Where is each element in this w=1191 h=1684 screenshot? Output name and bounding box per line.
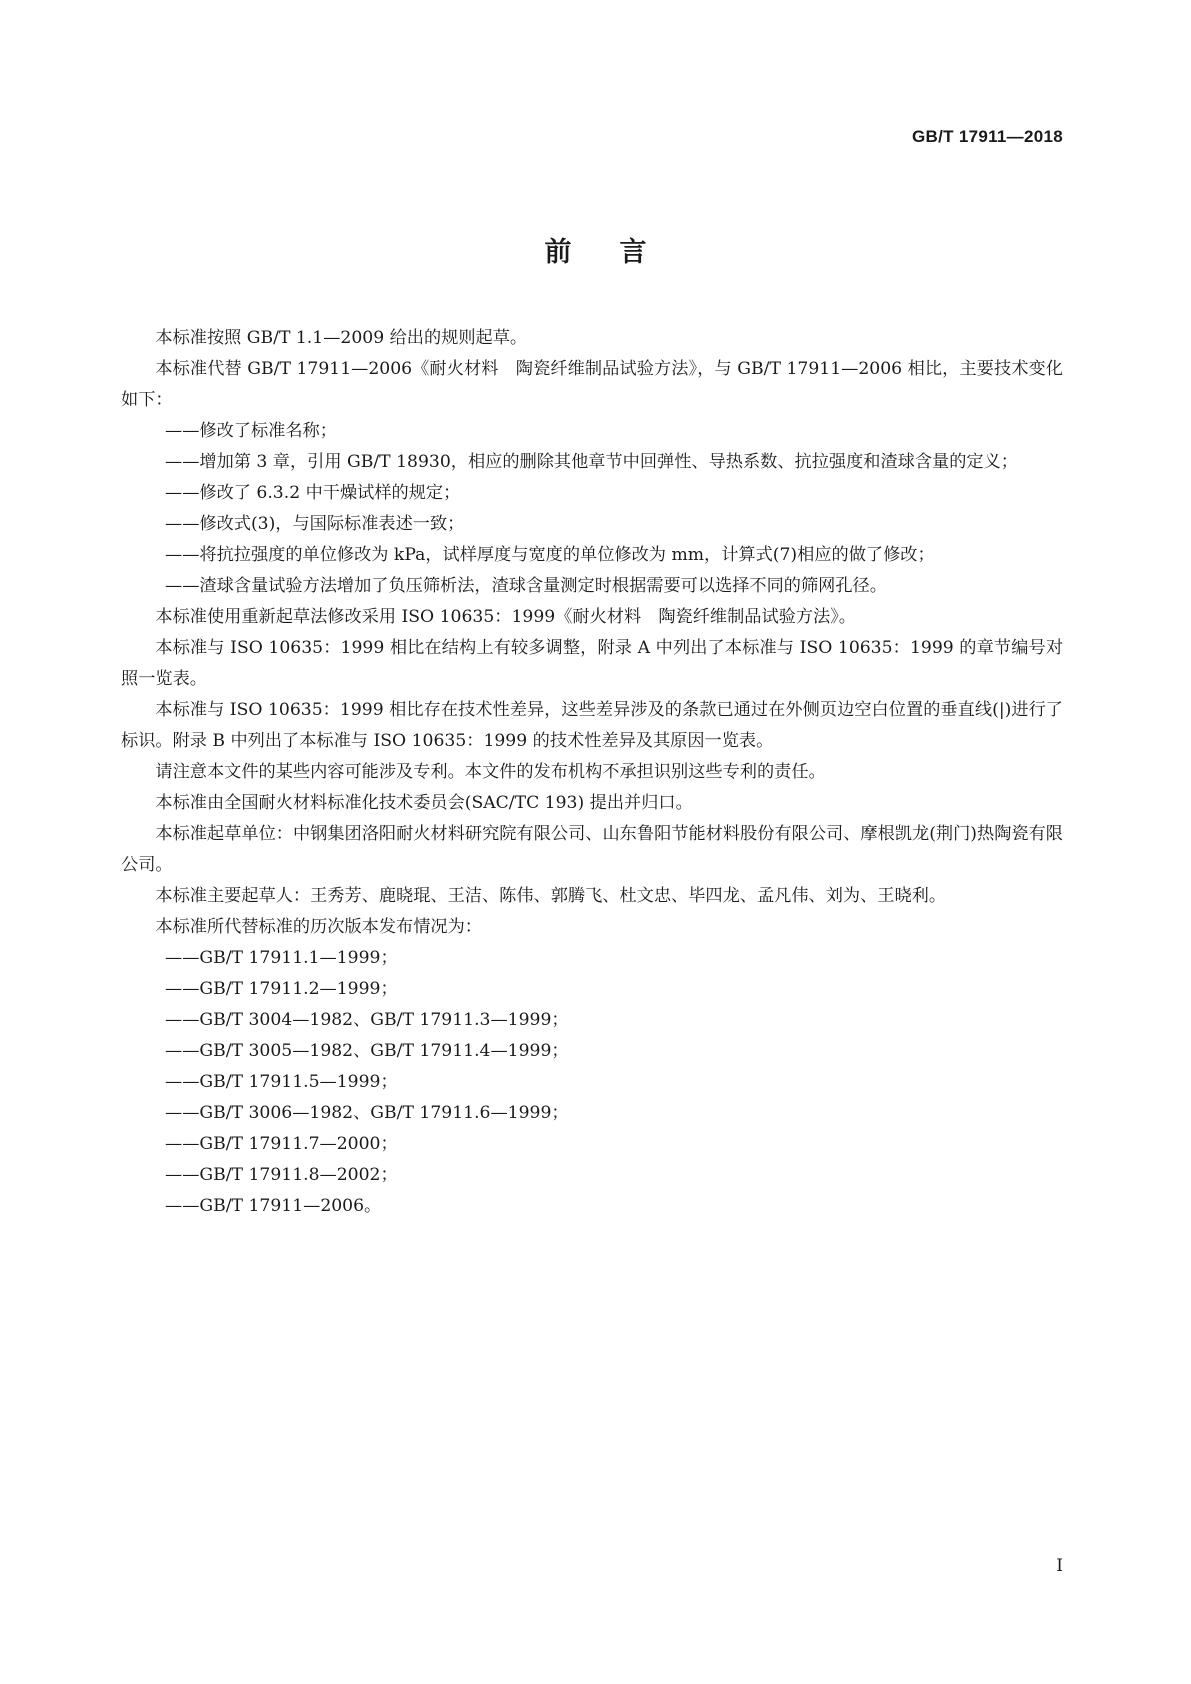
list-item: ——GB/T 3006—1982、GB/T 17911.6—1999； bbox=[165, 1103, 569, 1123]
page-number: I bbox=[1056, 1556, 1063, 1576]
standard-code: GB/T 17911—2018 bbox=[912, 127, 1063, 146]
paragraph-drafters: 本标准主要起草人：王秀芳、鹿晓琨、王洁、陈伟、郭腾飞、杜文忠、毕四龙、孟凡伟、刘为、王晓利。 bbox=[155, 886, 947, 906]
paragraph-proposer: 本标准由全国耐火材料标准化技术委员会(SAC/TC 193) 提出并归口。 bbox=[155, 793, 693, 813]
paragraph-technical-differences: 本标准与 ISO 10635：1999 相比存在技术性差异，这些差异涉及的条款已通过在外侧页边空白位置的垂直线(|)进行了标识。附录 B 中列出了本标准与 ISO 10635：1999 的技术性差异及其原因一览表。 bbox=[121, 700, 1063, 751]
list-item: ——渣球含量试验方法增加了负压筛析法，渣球含量测定时根据需要可以选择不同的筛网孔径。 bbox=[165, 576, 887, 596]
list-item: ——GB/T 17911.1—1999； bbox=[165, 948, 398, 968]
version-history-list bbox=[121, 943, 1063, 1222]
changes-list bbox=[121, 416, 1063, 602]
list-item: ——修改了标准名称； bbox=[165, 421, 337, 441]
list-item: ——GB/T 17911.5—1999； bbox=[165, 1072, 398, 1092]
list-item: ——将抗拉强度的单位修改为 kPa，试样厚度与宽度的单位修改为 mm，计算式(7)相应的做了修改； bbox=[165, 545, 935, 565]
list-item: ——修改式(3)，与国际标准表述一致； bbox=[165, 514, 465, 534]
list-item: ——增加第 3 章，引用 GB/T 18930，相应的删除其他章节中回弹性、导热系数、抗拉强度和渣球含量的定义； bbox=[165, 452, 1018, 472]
paragraph-drafting-rules: 本标准按照 GB/T 1.1—2009 给出的规则起草。 bbox=[155, 328, 528, 348]
list-item: ——GB/T 17911.8—2002； bbox=[165, 1165, 398, 1185]
list-item: ——GB/T 17911.7—2000； bbox=[165, 1134, 398, 1154]
paragraph-iso-adoption: 本标准使用重新起草法修改采用 ISO 10635：1999《耐火材料 陶瓷纤维制品试验方法》。 bbox=[155, 607, 856, 627]
paragraph-patent-notice: 请注意本文件的某些内容可能涉及专利。本文件的发布机构不承担识别这些专利的责任。 bbox=[155, 762, 826, 782]
list-item: ——修改了 6.3.2 中干燥试样的规定； bbox=[165, 483, 461, 503]
paragraph-drafting-units: 本标准起草单位：中钢集团洛阳耐火材料研究院有限公司、山东鲁阳节能材料股份有限公司、摩根凯龙(荆门)热陶瓷有限公司。 bbox=[121, 824, 1063, 875]
document-body bbox=[121, 323, 1063, 1222]
list-item: ——GB/T 17911—2006。 bbox=[165, 1196, 382, 1216]
paragraph-structure: 本标准与 ISO 10635：1999 相比在结构上有较多调整，附录 A 中列出了本标准与 ISO 10635：1999 的章节编号对照一览表。 bbox=[121, 638, 1064, 689]
paragraph-replaces: 本标准代替 GB/T 17911—2006《耐火材料 陶瓷纤维制品试验方法》，与 GB/T 17911—2006 相比，主要技术变化如下： bbox=[121, 359, 1063, 410]
list-item: ——GB/T 3004—1982、GB/T 17911.3—1999； bbox=[165, 1010, 569, 1030]
page-title: 前言 bbox=[544, 237, 695, 268]
list-item: ——GB/T 3005—1982、GB/T 17911.4—1999； bbox=[165, 1041, 569, 1061]
paragraph-history: 本标准所代替标准的历次版本发布情况为： bbox=[155, 917, 482, 937]
list-item: ——GB/T 17911.2—1999； bbox=[165, 979, 398, 999]
